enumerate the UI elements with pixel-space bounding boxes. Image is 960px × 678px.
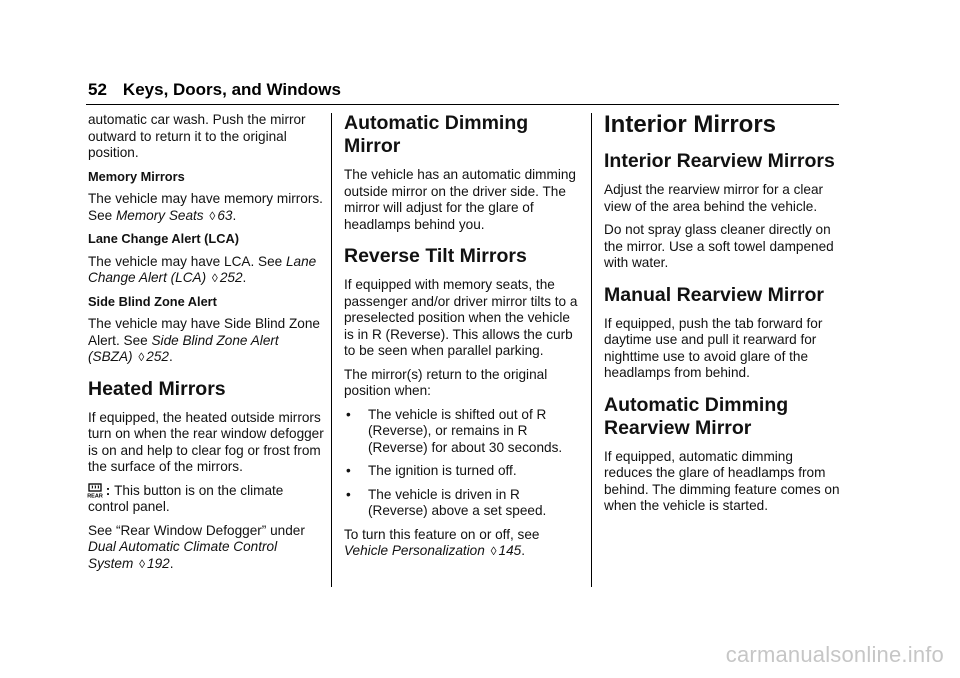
automatic-dimming-mirror-heading: Automatic Dimming Mirror [344,112,529,157]
manual-rearview-paragraph: If equipped, push the tab forward for daytime use and pull it rearward for nighttime use to avoid glare of the headlamps from behind. [604,315,823,380]
return-paragraph: The mirror(s) return to the original position when: [344,366,548,398]
watermark: carmanualsonline.info [725,642,944,667]
rear-defogger-icon [88,483,102,498]
column-divider-1 [331,113,332,587]
memory-mirrors-title: Memory Mirrors [88,168,185,184]
list-item: • The vehicle is driven in R (Reverse) above a set speed. [346,486,547,518]
heated-mirrors-paragraph: If equipped, the heated outside mirrors turn on when the rear window defogger is on and help to clear fog or frost from the surface of the mirrors. [88,409,324,474]
heated-mirrors-heading: Heated Mirrors [88,377,226,400]
header-rule [86,104,839,105]
spray-paragraph: Do not spray glass cleaner directly on the mirror. Use a soft towel dampened with water. [604,222,834,270]
climate-control-link[interactable]: Dual Automatic Climate Control System [88,539,278,571]
memory-mirrors-paragraph: The vehicle may have memory mirrors. See Memory Seats ◊ 63. [88,191,323,223]
turn-feature-paragraph: To turn this feature on or off, see Vehicle Personalization ◊ 145. [344,526,540,558]
column-3 [604,112,840,522]
defogger-icon-label: REAR [87,493,103,499]
memory-seats-page: 63 [217,207,233,223]
memory-seats-link[interactable]: Memory Seats [115,207,204,223]
bullet-icon: • [346,463,351,478]
page-ref-arrow-icon: ◊ [490,544,497,558]
page-ref-arrow-icon: ◊ [138,350,145,364]
page-header [88,80,341,100]
reverse-tilt-paragraph: If equipped with memory seats, the passenger and/or driver mirror tilts to a preselected position when the vehicle is in R (Reverse). This allows the curb to be seen when parallel parking. [344,277,578,358]
page-number: 52 [88,80,107,99]
automatic-dimming-rearview-heading: Automatic Dimming Rearview Mirror [604,393,789,439]
sbza-title: Side Blind Zone Alert [88,293,217,309]
interior-rearview-heading: Interior Rearview Mirrors [604,150,835,172]
column-divider-2 [591,113,592,587]
reverse-tilt-heading: Reverse Tilt Mirrors [344,245,527,267]
list-item: • The ignition is turned off. [346,463,517,478]
column-1 [88,112,326,579]
sbza-link[interactable]: Side Blind Zone Alert (SBZA) [88,332,279,364]
lca-link[interactable]: Lane Change Alert (LCA) [88,253,317,285]
defogger-button-paragraph: REAR : This button is on the climate control panel. [87,482,284,514]
interior-mirrors-heading: Interior Mirrors [604,111,777,138]
sbza-page: 252 [146,349,169,364]
sbza-paragraph: The vehicle may have Side Blind Zone Alert. See Side Blind Zone Alert (SBZA) ◊ 252. [88,316,320,364]
section-title: Keys, Doors, and Windows [122,80,341,99]
intro-paragraph: automatic car wash. Push the mirror outward to return it to the original position. [88,112,306,160]
interior-rearview-paragraph: Adjust the rearview mirror for a clear view of the area behind the vehicle. [604,182,824,214]
see-defogger-paragraph: See “Rear Window Defogger” under Dual Automatic Climate Control System ◊ 192. [88,522,305,571]
lca-title: Lane Change Alert (LCA) [88,231,239,246]
climate-control-page: 192 [147,555,170,571]
lca-paragraph: The vehicle may have LCA. See Lane Change Alert (LCA) ◊ 252. [88,253,317,285]
manual-rearview-heading: Manual Rearview Mirror [604,283,824,306]
vehicle-personalization-page: 145 [498,543,522,558]
vehicle-personalization-link[interactable]: Vehicle Personalization [344,543,485,558]
page-ref-arrow-icon: ◊ [139,556,146,571]
bullet-icon: • [346,486,351,502]
list-item: • The vehicle is shifted out of R (Reverse), or remains in R (Reverse) for about 30 seconds. [346,406,563,455]
page-ref-arrow-icon: ◊ [211,271,218,285]
lca-page: 252 [219,270,243,285]
page-ref-arrow-icon: ◊ [209,208,216,223]
column-2 [344,112,582,567]
automatic-dimming-rearview-paragraph: If equipped, automatic dimming reduces the glare of headlamps from behind. The dimming feature comes on when the vehicle is started. [604,448,840,513]
automatic-dimming-paragraph: The vehicle has an automatic dimming outside mirror on the driver side. The mirror will adjust for the glare of headlamps behind you. [344,167,576,232]
bullet-icon: • [346,406,351,422]
